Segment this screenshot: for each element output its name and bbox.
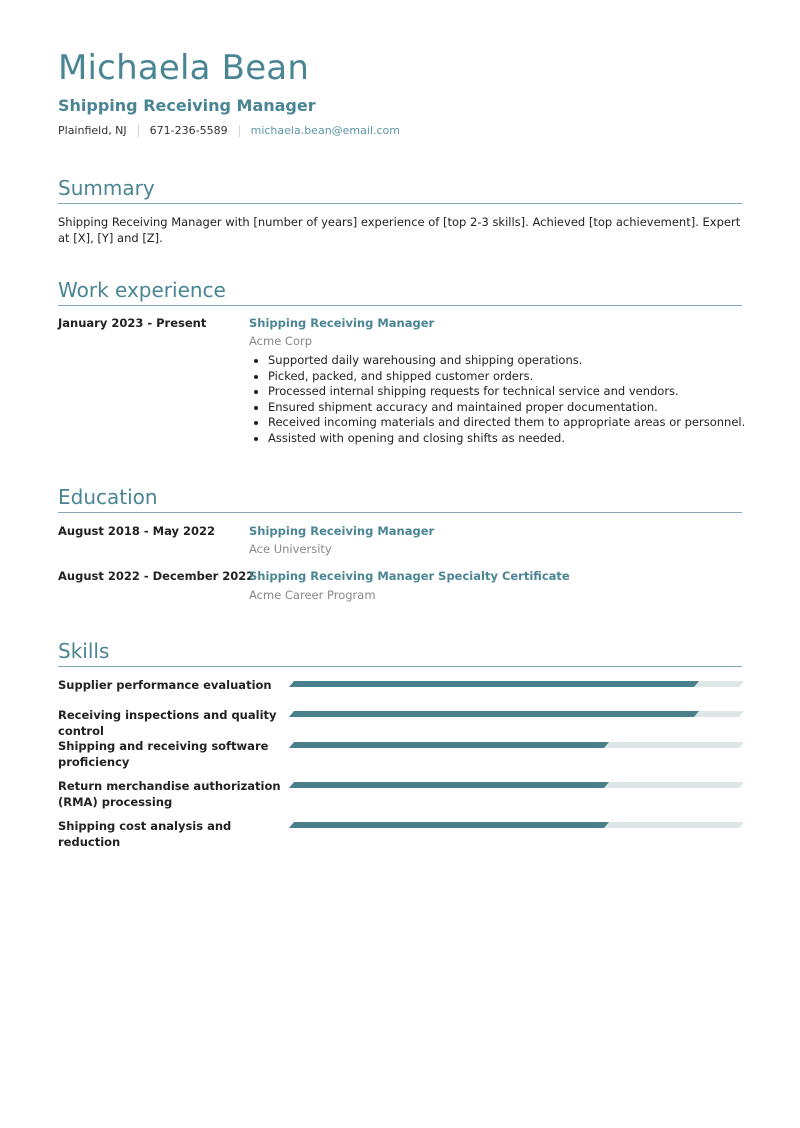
education-entry-title: Shipping Receiving Manager Specialty Certificate bbox=[249, 569, 570, 583]
education-entry-school: Ace University bbox=[249, 542, 332, 556]
contact-location: Plainfield, NJ bbox=[58, 124, 127, 137]
skill-level-fill bbox=[289, 681, 699, 687]
education-entry-date: August 2022 - December 2022 bbox=[58, 569, 255, 583]
work-experience-heading: Work experience bbox=[58, 278, 742, 306]
education-entry-title: Shipping Receiving Manager bbox=[249, 524, 435, 538]
list-item: • Received incoming materials and directed them to appropriate areas or personnel. bbox=[268, 415, 745, 431]
skill-level-bar bbox=[289, 711, 744, 717]
work-entry-company: Acme Corp bbox=[249, 334, 313, 348]
list-item: • Ensured shipment accuracy and maintained proper documentation. bbox=[268, 400, 745, 416]
skill-level-fill bbox=[289, 742, 609, 748]
work-entry-bullets bbox=[249, 353, 745, 447]
contact-divider bbox=[138, 125, 139, 137]
skill-name: Receiving inspections and quality control bbox=[58, 708, 277, 738]
candidate-name: Michaela Bean bbox=[58, 48, 310, 88]
education-entry-school: Acme Career Program bbox=[249, 588, 376, 602]
skill-name: Shipping and receiving software proficiency bbox=[58, 739, 269, 769]
skill-name: Shipping cost analysis and reduction bbox=[58, 819, 232, 849]
skill-level-fill bbox=[289, 782, 609, 788]
skill-level-bar bbox=[289, 822, 744, 828]
work-entry-title: Shipping Receiving Manager bbox=[249, 316, 435, 330]
skills-heading: Skills bbox=[58, 639, 742, 667]
summary-text: Shipping Receiving Manager with [number of years] experience of [top 2-3 skills]. Achieved [top achievement]. Expert at [X], [Y] and [Z]. bbox=[58, 215, 741, 245]
skill-level-bar bbox=[289, 742, 744, 748]
skill-level-fill bbox=[289, 711, 699, 717]
contact-divider bbox=[239, 125, 240, 137]
skill-name: Return merchandise authorization (RMA) processing bbox=[58, 779, 281, 809]
skill-level-fill bbox=[289, 822, 609, 828]
education-heading: Education bbox=[58, 485, 742, 513]
list-item: • Supported daily warehousing and shipping operations. bbox=[268, 353, 745, 369]
list-item: • Processed internal shipping requests for technical service and vendors. bbox=[268, 384, 745, 400]
work-entry-date: January 2023 - Present bbox=[58, 316, 207, 330]
list-item: • Assisted with opening and closing shifts as needed. bbox=[268, 431, 745, 447]
candidate-title: Shipping Receiving Manager bbox=[58, 96, 316, 115]
skill-name: Supplier performance evaluation bbox=[58, 678, 272, 692]
list-item: • Picked, packed, and shipped customer orders. bbox=[268, 369, 745, 385]
contact-email-link[interactable]: michaela.bean@email.com bbox=[250, 124, 400, 137]
summary-heading: Summary bbox=[58, 176, 742, 204]
skill-level-bar bbox=[289, 681, 744, 687]
skill-level-bar bbox=[289, 782, 744, 788]
education-entry-date: August 2018 - May 2022 bbox=[58, 524, 215, 538]
contact-line bbox=[58, 124, 400, 137]
contact-phone: 671-236-5589 bbox=[149, 124, 228, 137]
